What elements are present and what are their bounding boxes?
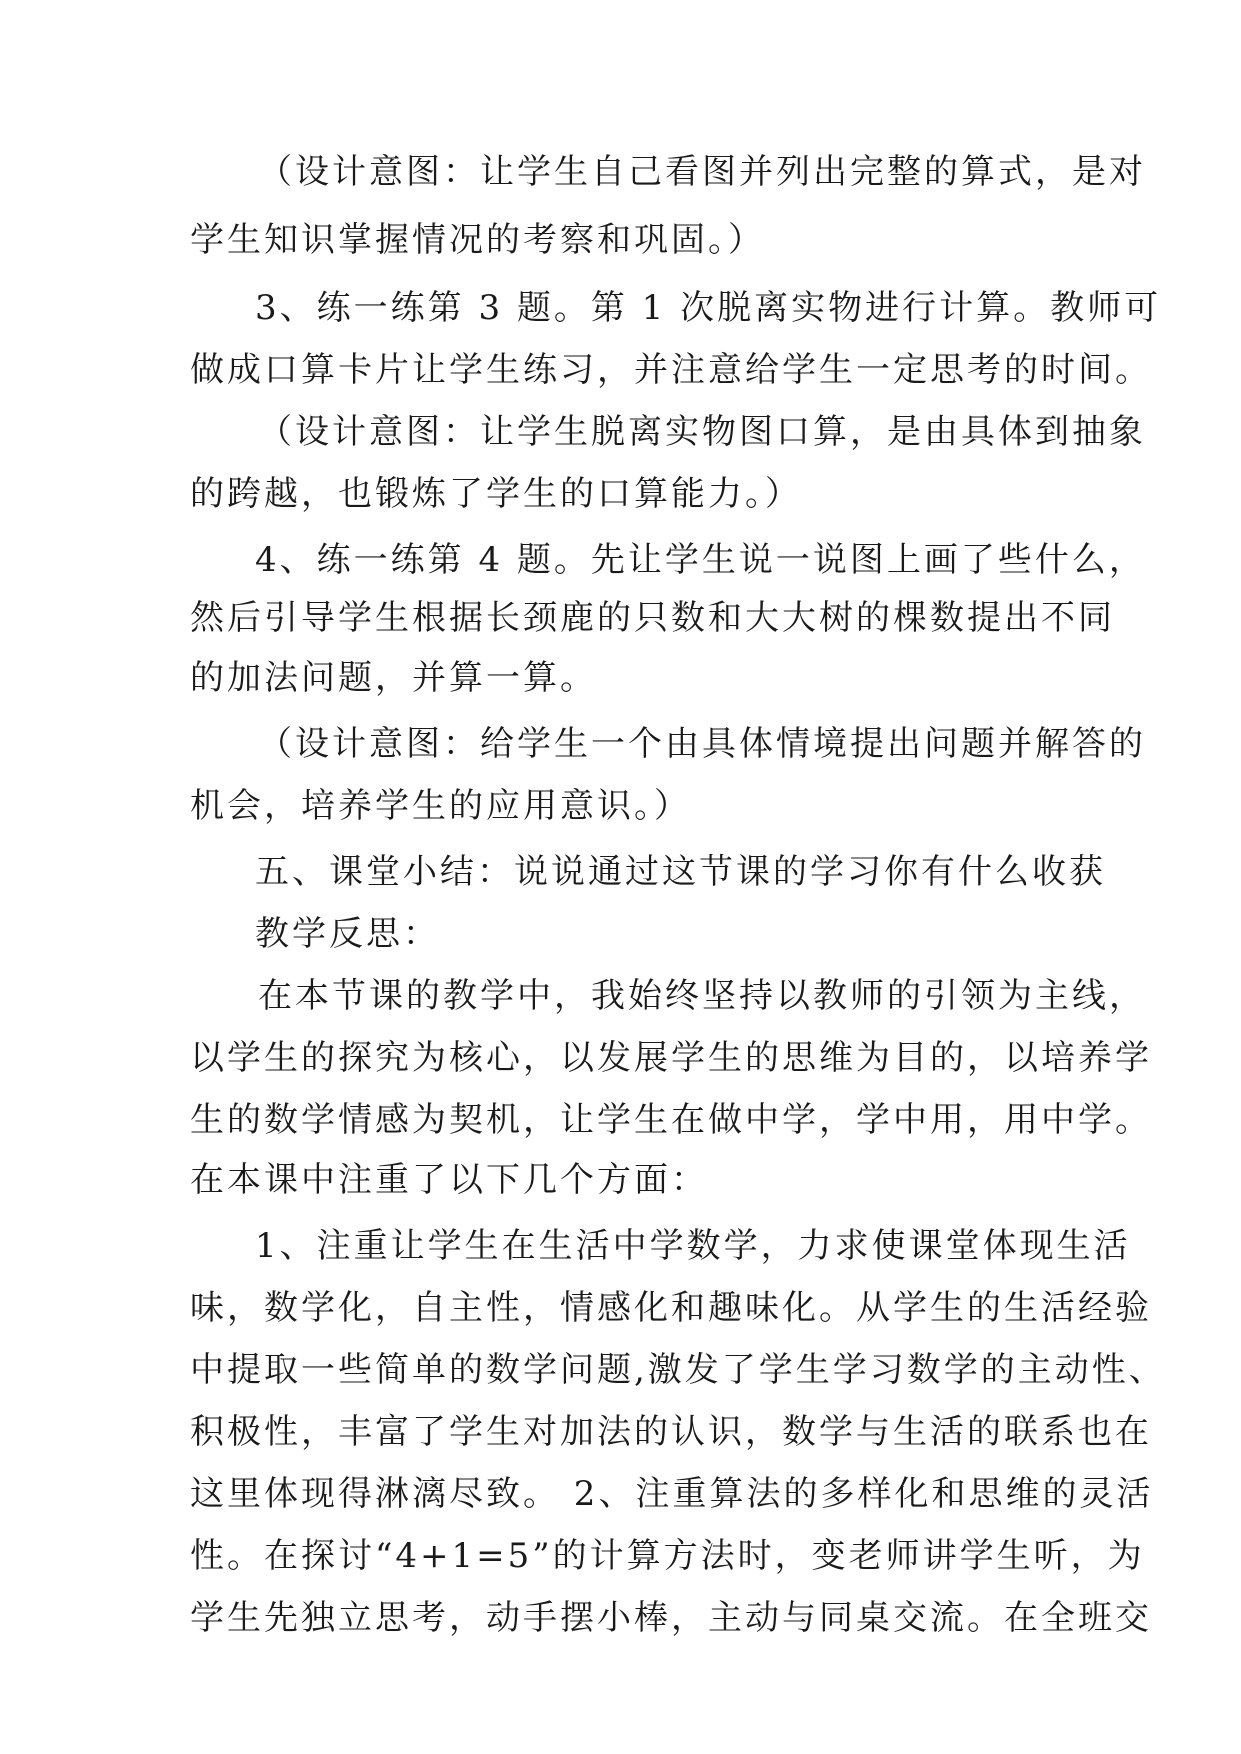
text-line-7: 4、练一练第 4 题。先让学生说一说图上画了些什么，	[255, 540, 1146, 580]
text-line-15: 以学生的探究为核心，以发展学生的思维为目的，以培养学	[190, 1038, 1152, 1078]
text-line-24: 学生先独立思考，动手摆小棒，主动与同桌交流。在全班交	[190, 1598, 1152, 1638]
text-line-3: 3、练一练第 3 题。第 1 次脱离实物进行计算。教师可	[255, 288, 1162, 328]
text-line-22: 这里体现得淋漓尽致。 2、注重算法的多样化和思维的灵活	[190, 1474, 1154, 1514]
text-line-2: 学生知识掌握情况的考察和巩固。）	[190, 220, 765, 260]
text-line-11: 机会，培养学生的应用意识。）	[190, 786, 691, 826]
text-line-20: 中提取一些简单的数学问题,激发了学生学习数学的主动性、	[190, 1350, 1166, 1390]
text-line-12: 五、课堂小结：说说通过这节课的学习你有什么收获	[255, 852, 1106, 892]
text-line-21: 积极性，丰富了学生对加法的认识，数学与生活的联系也在	[190, 1412, 1152, 1452]
text-line-9: 的加法问题，并算一算。	[190, 658, 597, 698]
text-line-18: 1、注重让学生在生活中学数学，力求使课堂体现生活	[255, 1226, 1131, 1266]
text-line-8: 然后引导学生根据长颈鹿的只数和大大树的棵数提出不同	[190, 598, 1115, 638]
text-line-19: 味，数学化，自主性，情感化和趣味化。从学生的生活经验	[190, 1288, 1152, 1328]
text-line-5: （设计意图：让学生脱离实物图口算，是由具体到抽象	[258, 412, 1146, 452]
text-line-17: 在本课中注重了以下几个方面：	[190, 1160, 708, 1200]
text-line-16: 生的数学情感为契机，让学生在做中学，学中用，用中学。	[190, 1100, 1152, 1140]
text-line-6: 的跨越，也锻炼了学生的口算能力。）	[190, 474, 802, 514]
text-line-1: （设计意图：让学生自己看图并列出完整的算式，是对	[258, 152, 1146, 192]
text-line-10: （设计意图：给学生一个由具体情境提出问题并解答的	[258, 724, 1146, 764]
text-line-4: 做成口算卡片让学生练习，并注意给学生一定思考的时间。	[190, 350, 1152, 390]
text-line-14: 在本节课的教学中，我始终坚持以教师的引领为主线，	[258, 976, 1146, 1016]
text-line-23: 性。在探讨“4+1=5”的计算方法时，变老师讲学生听，为	[190, 1536, 1145, 1576]
text-line-13: 教学反思：	[255, 914, 440, 954]
